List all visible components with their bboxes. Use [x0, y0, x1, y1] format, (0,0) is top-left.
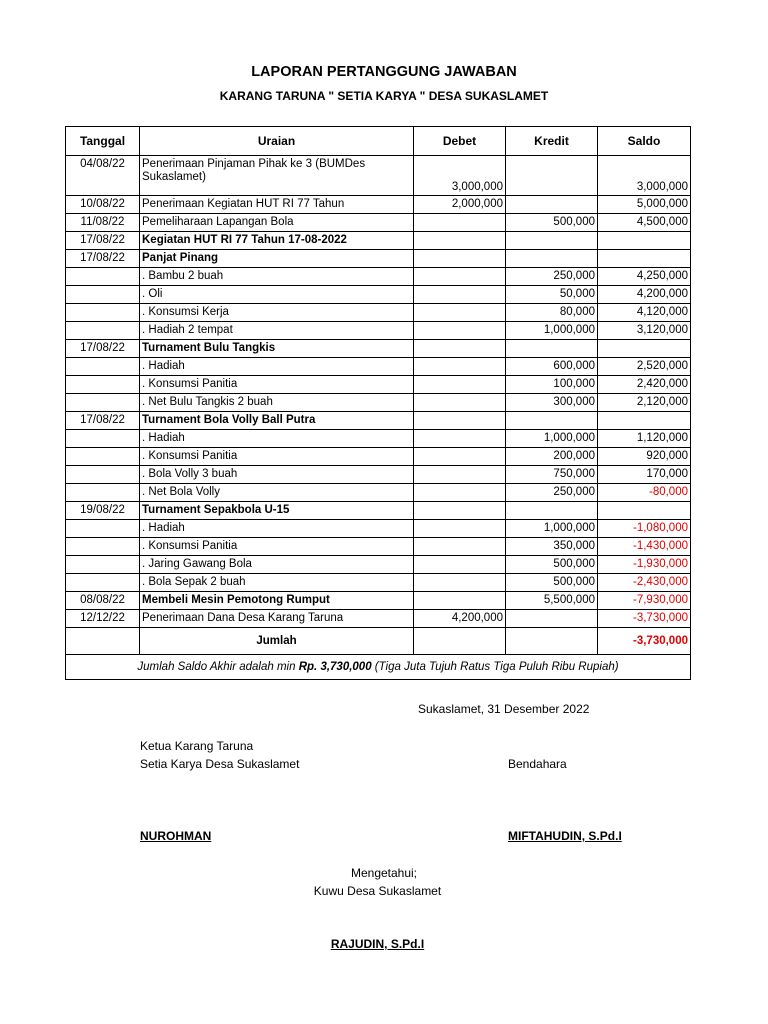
column-header-tanggal: Tanggal [66, 127, 140, 156]
cell-saldo: 1,120,000 [598, 430, 691, 448]
cell-description: Pemeliharaan Lapangan Bola [140, 214, 414, 232]
table-row [66, 358, 691, 376]
cell-saldo [598, 232, 691, 250]
cell-saldo [598, 250, 691, 268]
cell-debet [414, 340, 506, 358]
report-title: LAPORAN PERTANGGUNG JAWABAN [251, 64, 517, 80]
cell-debet [414, 520, 506, 538]
cell-kredit: 500,000 [506, 556, 598, 574]
cell-kredit: 80,000 [506, 304, 598, 322]
cell-debet [414, 538, 506, 556]
cell-description: Panjat Pinang [140, 250, 414, 268]
cell-description: . Hadiah [140, 358, 414, 376]
cell-kredit: 300,000 [506, 394, 598, 412]
cell-date: 19/08/22 [66, 502, 140, 520]
cell-debet [414, 592, 506, 610]
cell-debet [414, 556, 506, 574]
right-role: Bendahara [508, 757, 567, 771]
cell-debet [414, 412, 506, 430]
cell-saldo: 920,000 [598, 448, 691, 466]
cell-date [66, 322, 140, 340]
place-date: Sukaslamet, 31 Desember 2022 [418, 702, 590, 716]
cell-saldo: -3,730,000 [598, 610, 691, 628]
cell-kredit: 250,000 [506, 484, 598, 502]
cell-description: . Hadiah [140, 520, 414, 538]
cell-kredit: 1,000,000 [506, 520, 598, 538]
cell-date: 08/08/22 [66, 592, 140, 610]
cell-debet: 2,000,000 [414, 196, 506, 214]
cell-date [66, 358, 140, 376]
cell-date: 17/08/22 [66, 232, 140, 250]
table-row [66, 466, 691, 484]
cell-date: 10/08/22 [66, 196, 140, 214]
village-head-name: RAJUDIN, S.Pd.I [330, 937, 425, 951]
cell-kredit: 1,000,000 [506, 430, 598, 448]
table-header-row [66, 127, 691, 156]
cell-kredit [506, 156, 598, 196]
cell-description: Penerimaan Pinjaman Pihak ke 3 (BUMDes Sukaslamet) [140, 156, 414, 196]
cell-description: . Bola Sepak 2 buah [140, 574, 414, 592]
cell-debet [414, 502, 506, 520]
cell-description: . Konsumsi Kerja [140, 304, 414, 322]
table-row [66, 232, 691, 250]
note-row [66, 655, 691, 680]
table-row [66, 394, 691, 412]
cell-kredit: 600,000 [506, 358, 598, 376]
cell-debet [414, 214, 506, 232]
cell-date [66, 430, 140, 448]
cell-date: 04/08/22 [66, 156, 140, 196]
table-row [66, 484, 691, 502]
total-label: Jumlah [140, 628, 414, 655]
cell-saldo: 2,120,000 [598, 394, 691, 412]
cell-saldo [598, 502, 691, 520]
cell-kredit: 250,000 [506, 268, 598, 286]
total-empty-cell [66, 628, 140, 655]
cell-date: 17/08/22 [66, 412, 140, 430]
cell-date: 17/08/22 [66, 340, 140, 358]
table-row [66, 592, 691, 610]
cell-kredit: 100,000 [506, 376, 598, 394]
cell-kredit: 50,000 [506, 286, 598, 304]
cell-saldo: 2,420,000 [598, 376, 691, 394]
cell-description: Penerimaan Kegiatan HUT RI 77 Tahun [140, 196, 414, 214]
cell-description: . Net Bola Volly [140, 484, 414, 502]
cell-debet [414, 322, 506, 340]
cell-date [66, 376, 140, 394]
cell-debet [414, 250, 506, 268]
cell-debet: 4,200,000 [414, 610, 506, 628]
cell-description: Turnament Sepakbola U-15 [140, 502, 414, 520]
table-row [66, 340, 691, 358]
cell-saldo: 4,120,000 [598, 304, 691, 322]
cell-kredit [506, 232, 598, 250]
cell-kredit: 750,000 [506, 466, 598, 484]
left-role-line-2: Setia Karya Desa Sukaslamet [140, 757, 300, 771]
cell-kredit: 350,000 [506, 538, 598, 556]
cell-kredit [506, 412, 598, 430]
table-row [66, 156, 691, 196]
left-role-line-1: Ketua Karang Taruna [140, 739, 254, 753]
table-row [66, 322, 691, 340]
table-row [66, 430, 691, 448]
cell-kredit [506, 610, 598, 628]
cell-saldo: 2,520,000 [598, 358, 691, 376]
cell-saldo: 4,200,000 [598, 286, 691, 304]
cell-saldo: -80,000 [598, 484, 691, 502]
cell-date [66, 574, 140, 592]
cell-saldo: 170,000 [598, 466, 691, 484]
note-prefix: Jumlah Saldo Akhir adalah min [137, 660, 299, 673]
cell-saldo: -1,080,000 [598, 520, 691, 538]
cell-description: Penerimaan Dana Desa Karang Taruna [140, 610, 414, 628]
total-saldo: -3,730,000 [598, 628, 691, 655]
cell-saldo: 5,000,000 [598, 196, 691, 214]
balance-note [66, 655, 691, 680]
cell-description: . Hadiah [140, 430, 414, 448]
column-header-uraian: Uraian [140, 127, 414, 156]
cell-debet: 3,000,000 [414, 156, 506, 196]
cell-kredit: 5,500,000 [506, 592, 598, 610]
table-row [66, 268, 691, 286]
cell-date [66, 448, 140, 466]
cell-debet [414, 304, 506, 322]
cell-date [66, 556, 140, 574]
report-subtitle: KARANG TARUNA " SETIA KARYA " DESA SUKASLAMET [219, 89, 549, 103]
cell-description: Membeli Mesin Pemotong Rumput [140, 592, 414, 610]
cell-date: 12/12/22 [66, 610, 140, 628]
table-row [66, 214, 691, 232]
table-row [66, 556, 691, 574]
cell-kredit [506, 340, 598, 358]
cell-kredit: 1,000,000 [506, 322, 598, 340]
cell-description: . Net Bulu Tangkis 2 buah [140, 394, 414, 412]
table-row [66, 538, 691, 556]
cell-date [66, 466, 140, 484]
cell-saldo: 3,000,000 [598, 156, 691, 196]
cell-debet [414, 376, 506, 394]
cell-description: . Jaring Gawang Bola [140, 556, 414, 574]
cell-kredit [506, 502, 598, 520]
table-row [66, 448, 691, 466]
table-row [66, 250, 691, 268]
cell-description: Kegiatan HUT RI 77 Tahun 17-08-2022 [140, 232, 414, 250]
cell-date [66, 304, 140, 322]
cell-debet [414, 232, 506, 250]
table-row [66, 286, 691, 304]
cell-debet [414, 268, 506, 286]
cell-saldo: -7,930,000 [598, 592, 691, 610]
column-header-kredit: Kredit [506, 127, 598, 156]
cell-debet [414, 448, 506, 466]
cell-saldo: 4,250,000 [598, 268, 691, 286]
cell-date [66, 286, 140, 304]
ledger-table [65, 126, 691, 680]
cell-date [66, 268, 140, 286]
column-header-debet: Debet [414, 127, 506, 156]
cell-description: . Konsumsi Panitia [140, 376, 414, 394]
cell-date [66, 394, 140, 412]
cell-debet [414, 430, 506, 448]
cell-saldo: 4,500,000 [598, 214, 691, 232]
total-row [66, 628, 691, 655]
cell-description: . Bola Volly 3 buah [140, 466, 414, 484]
cell-description: . Konsumsi Panitia [140, 448, 414, 466]
right-signatory-name: MIFTAHUDIN, S.Pd.I [508, 829, 622, 843]
cell-description: . Konsumsi Panitia [140, 538, 414, 556]
table-row [66, 376, 691, 394]
ledger-body [66, 156, 691, 628]
cell-date [66, 484, 140, 502]
cell-saldo: -1,430,000 [598, 538, 691, 556]
cell-saldo [598, 412, 691, 430]
cell-kredit [506, 250, 598, 268]
cell-debet [414, 394, 506, 412]
table-row [66, 520, 691, 538]
note-suffix: (Tiga Juta Tujuh Ratus Tiga Puluh Ribu Rupiah) [371, 660, 619, 673]
acknowledgement-line-1: Mengetahui; [350, 866, 418, 880]
table-row [66, 610, 691, 628]
cell-debet [414, 358, 506, 376]
left-signatory-name: NUROHMAN [140, 829, 212, 843]
cell-debet [414, 466, 506, 484]
table-row [66, 502, 691, 520]
column-header-saldo: Saldo [598, 127, 691, 156]
cell-kredit: 200,000 [506, 448, 598, 466]
total-empty-cell [506, 628, 598, 655]
note-amount: Rp. 3,730,000 [298, 660, 372, 673]
table-row [66, 574, 691, 592]
cell-date [66, 520, 140, 538]
table-row [66, 412, 691, 430]
cell-debet [414, 286, 506, 304]
cell-kredit: 500,000 [506, 214, 598, 232]
cell-saldo: 3,120,000 [598, 322, 691, 340]
cell-kredit: 500,000 [506, 574, 598, 592]
cell-debet [414, 574, 506, 592]
total-empty-cell [414, 628, 506, 655]
cell-description: Turnament Bulu Tangkis [140, 340, 414, 358]
cell-saldo: -2,430,000 [598, 574, 691, 592]
cell-saldo [598, 340, 691, 358]
cell-description: . Hadiah 2 tempat [140, 322, 414, 340]
cell-date: 11/08/22 [66, 214, 140, 232]
table-row [66, 304, 691, 322]
table-row [66, 196, 691, 214]
cell-date [66, 538, 140, 556]
cell-kredit [506, 196, 598, 214]
acknowledgement-line-2: Kuwu Desa Sukaslamet [313, 884, 442, 898]
cell-saldo: -1,930,000 [598, 556, 691, 574]
cell-description: Turnament Bola Volly Ball Putra [140, 412, 414, 430]
cell-debet [414, 484, 506, 502]
cell-description: . Oli [140, 286, 414, 304]
cell-description: . Bambu 2 buah [140, 268, 414, 286]
cell-date: 17/08/22 [66, 250, 140, 268]
